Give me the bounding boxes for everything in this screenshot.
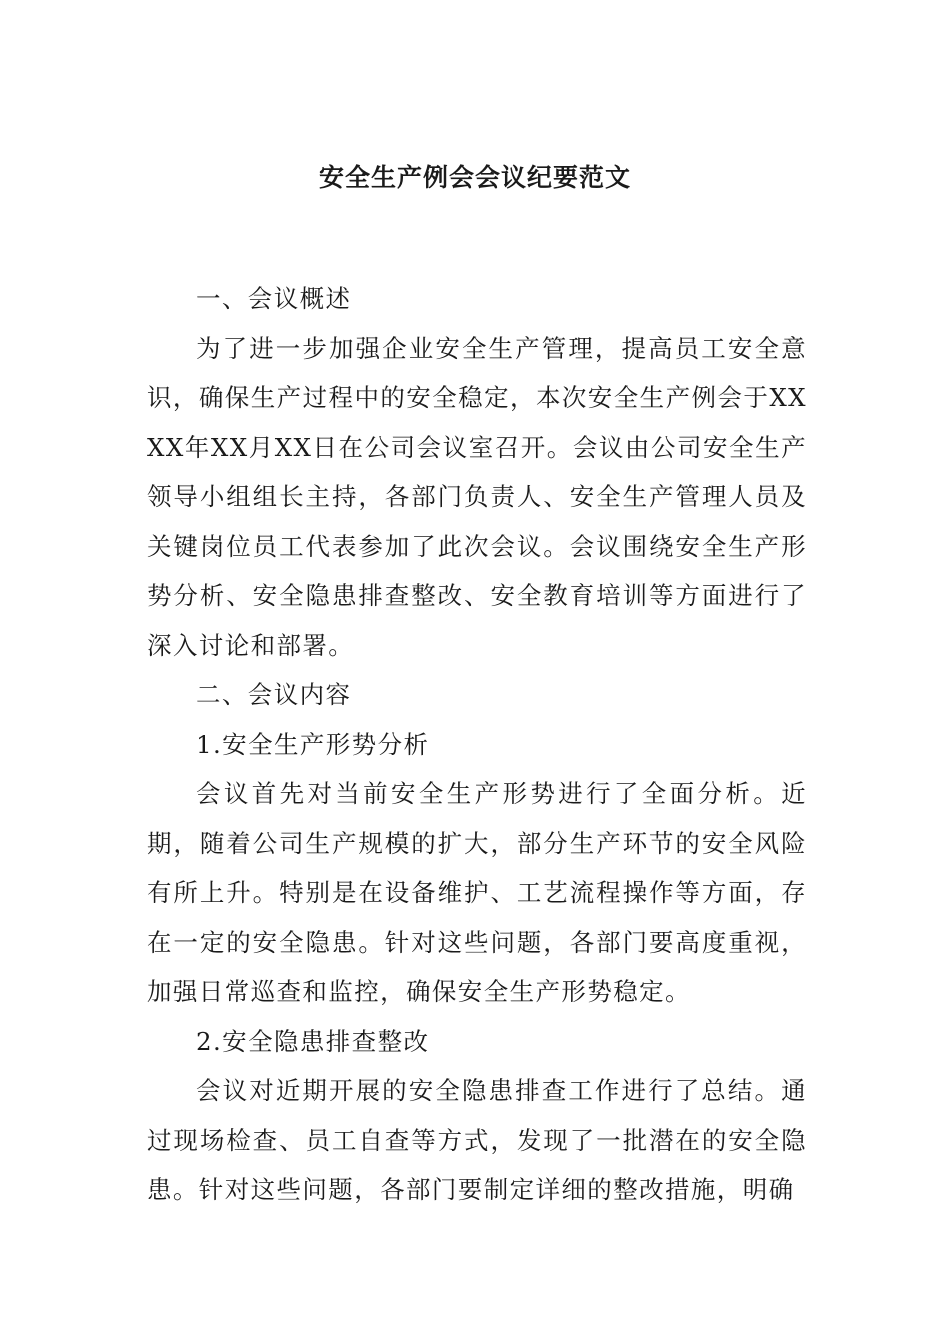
section-heading-overview: 一、会议概述 [196, 284, 352, 313]
subheading-safety-situation: 1.安全生产形势分析 [196, 729, 430, 759]
paragraph-safety-situation: 会议首先对当前安全生产形势进行了全面分析。近期，随着公司生产规模的扩大，部分生产环节的安全风险有所上升。特别是在设备维护、工艺流程操作等方面，存在一定的安全隐患。针对这些问题，各部门要高度重视，加强日常巡查和监控，确保安全生产形势稳定。 [147, 779, 807, 1006]
document-body [147, 274, 807, 1215]
section-heading-content: 二、会议内容 [196, 680, 352, 709]
subheading-hazard-rectification: 2.安全隐患排查整改 [196, 1026, 430, 1056]
paragraph-hazard-rectification: 会议对近期开展的安全隐患排查工作进行了总结。通过现场检查、员工自查等方式，发现了一批潜在的安全隐患。针对这些问题，各部门要制定详细的整改措施，明确 [147, 1076, 807, 1204]
paragraph-overview: 为了进一步加强企业安全生产管理，提高员工安全意识，确保生产过程中的安全稳定，本次安全生产例会于XXXX年XX月XX日在公司会议室召开。会议由公司安全生产领导小组组长主持，各部门负责人、安全生产管理人员及关键岗位员工代表参加了此次会议。会议围绕安全生产形势分析、安全隐患排查整改、安全教育培训等方面进行了深入讨论和部署。 [147, 333, 807, 660]
document-title: 安全生产例会会议纪要范文 [318, 163, 631, 192]
